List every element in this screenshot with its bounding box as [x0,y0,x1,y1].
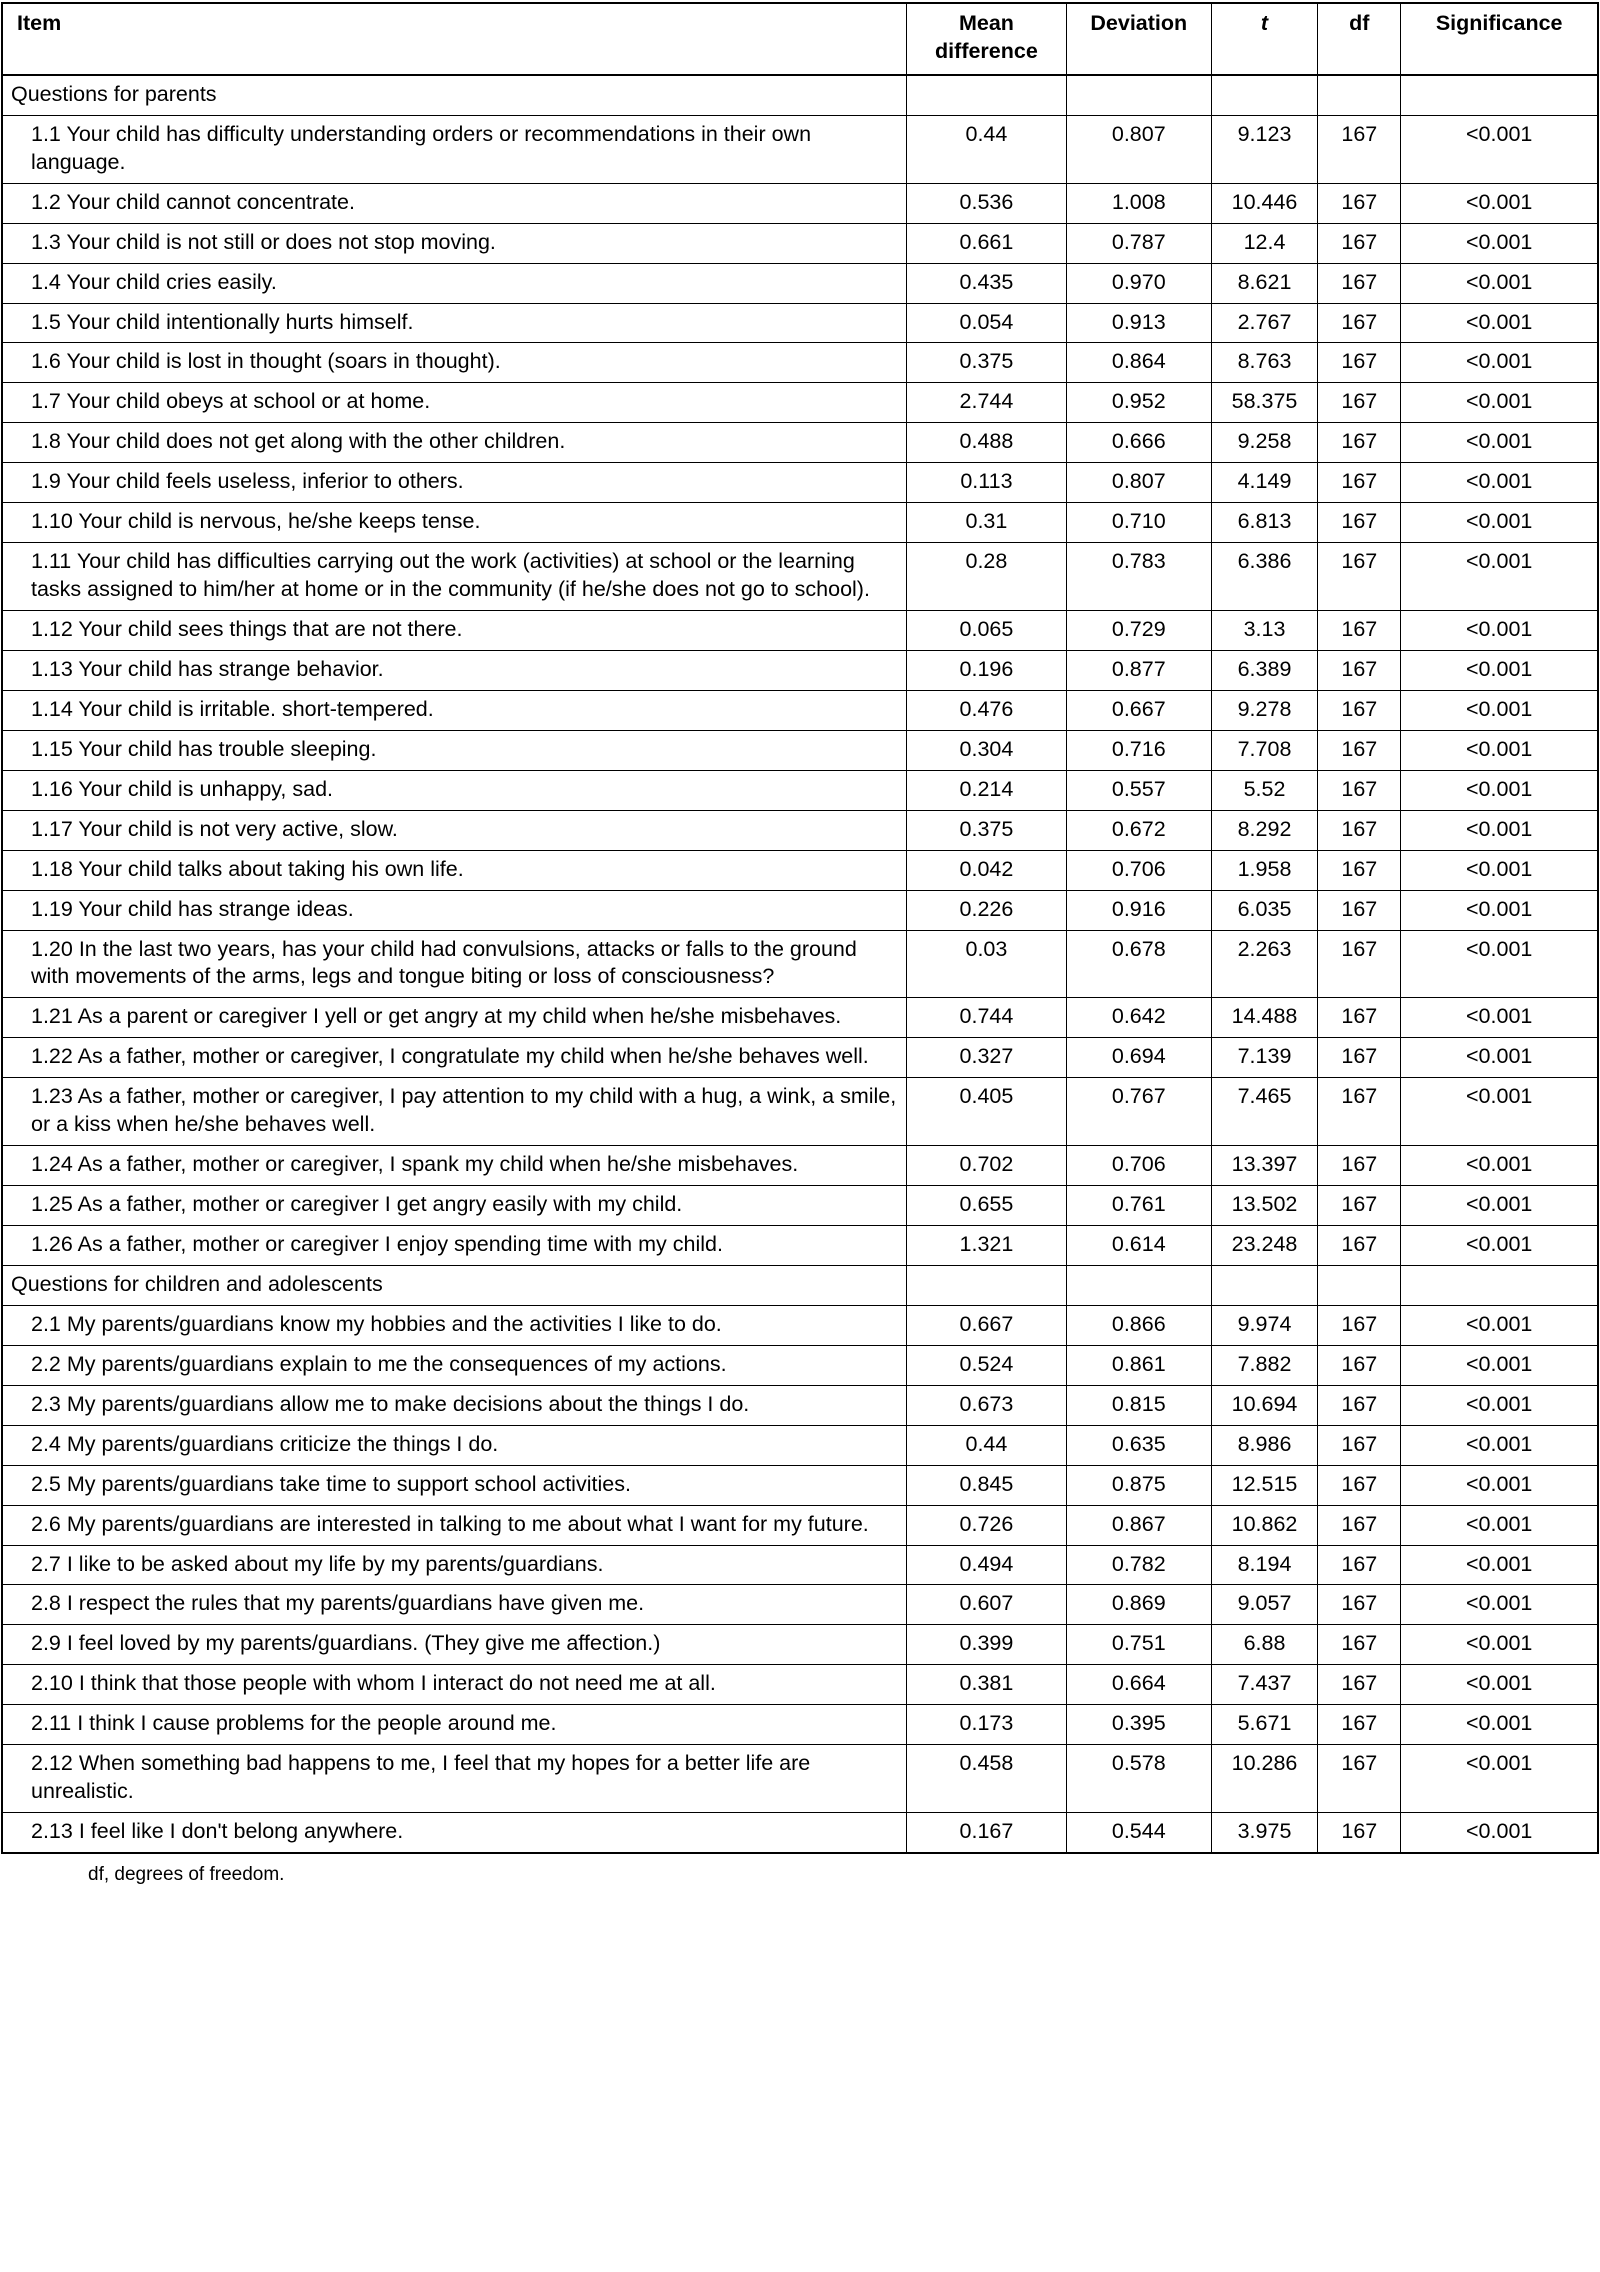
table-row [2,1585,1598,1625]
cell-dev: 0.666 [1066,423,1211,463]
cell-dev: 0.807 [1066,463,1211,503]
table-row [2,263,1598,303]
cell-mean: 0.03 [907,930,1067,998]
item-label: 1.16 Your child is unhappy, sad. [2,770,907,810]
cell-sig: <0.001 [1401,730,1598,770]
item-label: 1.6 Your child is lost in thought (soars in thought). [2,343,907,383]
item-label: 1.5 Your child intentionally hurts himself. [2,303,907,343]
cell-t [1211,1265,1318,1305]
cell-df: 167 [1318,1585,1401,1625]
item-label: 1.12 Your child sees things that are not there. [2,611,907,651]
cell-sig: <0.001 [1401,1425,1598,1465]
cell-dev: 0.706 [1066,1146,1211,1186]
cell-t: 9.123 [1211,115,1318,183]
cell-sig: <0.001 [1401,1665,1598,1705]
cell-mean: 0.655 [907,1186,1067,1226]
cell-t: 23.248 [1211,1226,1318,1266]
cell-df [1318,1265,1401,1305]
statistics-table [1,2,1599,1854]
table-row [2,1345,1598,1385]
cell-mean: 0.167 [907,1813,1067,1853]
cell-sig: <0.001 [1401,770,1598,810]
cell-mean: 2.744 [907,383,1067,423]
table-row [2,1813,1598,1853]
cell-df: 167 [1318,463,1401,503]
table-footnote: df, degrees of freedom. [88,1864,285,1885]
cell-df: 167 [1318,263,1401,303]
cell-t: 7.882 [1211,1345,1318,1385]
table-row [2,343,1598,383]
cell-df: 167 [1318,1545,1401,1585]
cell-dev: 0.767 [1066,1078,1211,1146]
cell-t: 6.386 [1211,543,1318,611]
item-label: 1.17 Your child is not very active, slow. [2,810,907,850]
cell-t: 10.286 [1211,1745,1318,1813]
item-label: 2.11 I think I cause problems for the people around me. [2,1705,907,1745]
cell-dev: 0.667 [1066,690,1211,730]
table-row [2,1625,1598,1665]
cell-mean: 0.28 [907,543,1067,611]
cell-dev: 0.544 [1066,1813,1211,1853]
cell-mean: 0.702 [907,1146,1067,1186]
cell-sig: <0.001 [1401,1146,1598,1186]
cell-t: 6.389 [1211,650,1318,690]
item-label: 2.6 My parents/guardians are interested in talking to me about what I want for my future. [2,1505,907,1545]
cell-mean: 0.042 [907,850,1067,890]
item-label: 1.13 Your child has strange behavior. [2,650,907,690]
column-header-mean-difference: Mean difference [907,3,1067,75]
table-page [0,2,1600,1887]
cell-mean: 0.381 [907,1665,1067,1705]
cell-df: 167 [1318,890,1401,930]
cell-t: 2.263 [1211,930,1318,998]
cell-sig: <0.001 [1401,1745,1598,1813]
table-row [2,543,1598,611]
cell-dev: 0.664 [1066,1665,1211,1705]
cell-df: 167 [1318,850,1401,890]
item-label: 1.23 As a father, mother or caregiver, I pay attention to my child with a hug, a wink, a smile, or a kiss when he/she behaves well. [2,1078,907,1146]
table-row [2,690,1598,730]
cell-t: 1.958 [1211,850,1318,890]
item-label: 1.20 In the last two years, has your child had convulsions, attacks or falls to the ground with movements of the arms, legs and tongue biting or loss of consciousness? [2,930,907,998]
table-section-row [2,1265,1598,1305]
cell-mean [907,75,1067,115]
cell-sig: <0.001 [1401,930,1598,998]
cell-sig: <0.001 [1401,423,1598,463]
cell-df: 167 [1318,770,1401,810]
cell-dev: 0.861 [1066,1345,1211,1385]
cell-sig: <0.001 [1401,690,1598,730]
cell-sig: <0.001 [1401,1813,1598,1853]
cell-t: 5.671 [1211,1705,1318,1745]
cell-mean: 0.327 [907,1038,1067,1078]
cell-sig: <0.001 [1401,1038,1598,1078]
section-label: Questions for children and adolescents [2,1265,907,1305]
item-label: 1.10 Your child is nervous, he/she keeps tense. [2,503,907,543]
cell-df: 167 [1318,303,1401,343]
cell-sig: <0.001 [1401,1345,1598,1385]
cell-df: 167 [1318,611,1401,651]
cell-sig: <0.001 [1401,1385,1598,1425]
cell-dev: 0.807 [1066,115,1211,183]
item-label: 1.11 Your child has difficulties carrying out the work (activities) at school or the learning tasks assigned to him/her at home or in the community (if he/she does not go to school). [2,543,907,611]
item-label: 1.26 As a father, mother or caregiver I enjoy spending time with my child. [2,1226,907,1266]
item-label: 2.12 When something bad happens to me, I feel that my hopes for a better life are unrealistic. [2,1745,907,1813]
cell-df: 167 [1318,503,1401,543]
cell-mean: 0.405 [907,1078,1067,1146]
item-label: 1.21 As a parent or caregiver I yell or get angry at my child when he/she misbehaves. [2,998,907,1038]
cell-t: 5.52 [1211,770,1318,810]
cell-dev: 0.875 [1066,1465,1211,1505]
cell-mean: 0.113 [907,463,1067,503]
cell-t: 13.397 [1211,1146,1318,1186]
item-label: 2.7 I like to be asked about my life by my parents/guardians. [2,1545,907,1585]
cell-dev: 0.866 [1066,1305,1211,1345]
table-row [2,463,1598,503]
cell-sig: <0.001 [1401,1078,1598,1146]
cell-mean: 0.173 [907,1705,1067,1745]
cell-sig: <0.001 [1401,115,1598,183]
item-label: 2.2 My parents/guardians explain to me the consequences of my actions. [2,1345,907,1385]
cell-df [1318,75,1401,115]
cell-df: 167 [1318,223,1401,263]
cell-mean: 0.304 [907,730,1067,770]
item-label: 1.9 Your child feels useless, inferior to others. [2,463,907,503]
cell-t: 8.763 [1211,343,1318,383]
table-row [2,303,1598,343]
cell-df: 167 [1318,650,1401,690]
cell-t: 8.292 [1211,810,1318,850]
table-row [2,810,1598,850]
cell-sig: <0.001 [1401,303,1598,343]
cell-t: 4.149 [1211,463,1318,503]
cell-dev: 0.970 [1066,263,1211,303]
table-row [2,1146,1598,1186]
cell-df: 167 [1318,1078,1401,1146]
item-label: 2.8 I respect the rules that my parents/guardians have given me. [2,1585,907,1625]
cell-sig: <0.001 [1401,1625,1598,1665]
cell-sig: <0.001 [1401,611,1598,651]
cell-dev: 0.782 [1066,1545,1211,1585]
cell-sig: <0.001 [1401,890,1598,930]
cell-mean: 0.494 [907,1545,1067,1585]
cell-df: 167 [1318,183,1401,223]
cell-sig [1401,75,1598,115]
cell-mean: 0.673 [907,1385,1067,1425]
cell-df: 167 [1318,1625,1401,1665]
section-label: Questions for parents [2,75,907,115]
cell-dev: 0.913 [1066,303,1211,343]
cell-t: 2.767 [1211,303,1318,343]
item-label: 1.24 As a father, mother or caregiver, I spank my child when he/she misbehaves. [2,1146,907,1186]
cell-dev: 0.761 [1066,1186,1211,1226]
cell-dev: 0.869 [1066,1585,1211,1625]
table-header [2,3,1598,75]
table-row [2,1545,1598,1585]
cell-dev: 0.678 [1066,930,1211,998]
cell-t [1211,75,1318,115]
cell-t: 10.446 [1211,183,1318,223]
cell-df: 167 [1318,1813,1401,1853]
item-label: 1.3 Your child is not still or does not stop moving. [2,223,907,263]
cell-t: 8.986 [1211,1425,1318,1465]
cell-mean [907,1265,1067,1305]
cell-dev: 0.557 [1066,770,1211,810]
cell-t: 6.88 [1211,1625,1318,1665]
table-row [2,1745,1598,1813]
table-row [2,1425,1598,1465]
cell-mean: 0.435 [907,263,1067,303]
cell-t: 7.465 [1211,1078,1318,1146]
cell-dev: 0.867 [1066,1505,1211,1545]
item-label: 1.7 Your child obeys at school or at home. [2,383,907,423]
table-row [2,423,1598,463]
item-label: 1.25 As a father, mother or caregiver I get angry easily with my child. [2,1186,907,1226]
cell-dev: 0.751 [1066,1625,1211,1665]
cell-t: 6.035 [1211,890,1318,930]
cell-mean: 0.054 [907,303,1067,343]
cell-t: 12.515 [1211,1465,1318,1505]
cell-df: 167 [1318,690,1401,730]
cell-t: 9.258 [1211,423,1318,463]
cell-df: 167 [1318,998,1401,1038]
cell-sig: <0.001 [1401,1305,1598,1345]
cell-df: 167 [1318,543,1401,611]
cell-mean: 0.458 [907,1745,1067,1813]
cell-t: 6.813 [1211,503,1318,543]
item-label: 1.4 Your child cries easily. [2,263,907,303]
table-row [2,1705,1598,1745]
cell-t: 8.194 [1211,1545,1318,1585]
item-label: 1.19 Your child has strange ideas. [2,890,907,930]
table-row [2,998,1598,1038]
table-row [2,1665,1598,1705]
table-row [2,770,1598,810]
cell-sig: <0.001 [1401,183,1598,223]
table-row [2,850,1598,890]
cell-df: 167 [1318,1425,1401,1465]
cell-mean: 0.524 [907,1345,1067,1385]
cell-dev: 1.008 [1066,183,1211,223]
cell-sig: <0.001 [1401,850,1598,890]
item-label: 2.4 My parents/guardians criticize the things I do. [2,1425,907,1465]
cell-mean: 0.214 [907,770,1067,810]
cell-df: 167 [1318,930,1401,998]
cell-t: 10.862 [1211,1505,1318,1545]
cell-dev [1066,1265,1211,1305]
item-label: 1.14 Your child is irritable. short-tempered. [2,690,907,730]
cell-df: 167 [1318,810,1401,850]
cell-df: 167 [1318,1305,1401,1345]
cell-sig: <0.001 [1401,223,1598,263]
cell-df: 167 [1318,423,1401,463]
cell-sig: <0.001 [1401,1585,1598,1625]
cell-sig: <0.001 [1401,263,1598,303]
cell-mean: 0.726 [907,1505,1067,1545]
item-label: 1.22 As a father, mother or caregiver, I congratulate my child when he/she behaves well. [2,1038,907,1078]
cell-mean: 0.196 [907,650,1067,690]
cell-df: 167 [1318,383,1401,423]
cell-df: 167 [1318,1705,1401,1745]
cell-dev: 0.578 [1066,1745,1211,1813]
item-label: 1.8 Your child does not get along with the other children. [2,423,907,463]
cell-sig: <0.001 [1401,343,1598,383]
cell-dev: 0.710 [1066,503,1211,543]
table-row [2,383,1598,423]
cell-sig: <0.001 [1401,810,1598,850]
cell-dev: 0.672 [1066,810,1211,850]
cell-df: 167 [1318,115,1401,183]
cell-dev: 0.916 [1066,890,1211,930]
cell-mean: 0.744 [907,998,1067,1038]
table-row [2,115,1598,183]
cell-df: 167 [1318,1505,1401,1545]
item-label: 1.1 Your child has difficulty understanding orders or recommendations in their own language. [2,115,907,183]
cell-dev: 0.864 [1066,343,1211,383]
item-label: 1.18 Your child talks about taking his own life. [2,850,907,890]
cell-mean: 0.845 [907,1465,1067,1505]
table-body [2,75,1598,1853]
item-label: 2.3 My parents/guardians allow me to make decisions about the things I do. [2,1385,907,1425]
item-label: 2.1 My parents/guardians know my hobbies and the activities I like to do. [2,1305,907,1345]
cell-t: 3.975 [1211,1813,1318,1853]
column-header-significance: Significance [1401,3,1598,75]
cell-dev: 0.729 [1066,611,1211,651]
table-row [2,930,1598,998]
cell-t: 9.974 [1211,1305,1318,1345]
table-row [2,650,1598,690]
cell-mean: 0.607 [907,1585,1067,1625]
cell-sig: <0.001 [1401,1226,1598,1266]
cell-mean: 0.536 [907,183,1067,223]
cell-dev: 0.635 [1066,1425,1211,1465]
cell-dev: 0.614 [1066,1226,1211,1266]
table-row [2,1038,1598,1078]
table-row [2,183,1598,223]
cell-sig: <0.001 [1401,1505,1598,1545]
table-row [2,1186,1598,1226]
header-row [2,3,1598,75]
cell-df: 167 [1318,1665,1401,1705]
cell-dev: 0.787 [1066,223,1211,263]
table-row [2,1465,1598,1505]
cell-dev [1066,75,1211,115]
cell-dev: 0.706 [1066,850,1211,890]
cell-dev: 0.952 [1066,383,1211,423]
cell-dev: 0.395 [1066,1705,1211,1745]
item-label: 2.9 I feel loved by my parents/guardians. (They give me affection.) [2,1625,907,1665]
table-row [2,1385,1598,1425]
table-row [2,611,1598,651]
cell-t: 8.621 [1211,263,1318,303]
cell-df: 167 [1318,1146,1401,1186]
column-header-item: Item [2,3,907,75]
item-label: 1.15 Your child has trouble sleeping. [2,730,907,770]
table-row [2,890,1598,930]
cell-t: 14.488 [1211,998,1318,1038]
table-row [2,503,1598,543]
cell-sig: <0.001 [1401,503,1598,543]
cell-sig: <0.001 [1401,543,1598,611]
item-label: 2.5 My parents/guardians take time to support school activities. [2,1465,907,1505]
cell-sig [1401,1265,1598,1305]
cell-mean: 0.488 [907,423,1067,463]
cell-mean: 0.661 [907,223,1067,263]
cell-mean: 0.375 [907,810,1067,850]
table-row [2,730,1598,770]
cell-t: 12.4 [1211,223,1318,263]
cell-dev: 0.716 [1066,730,1211,770]
table-section-row [2,75,1598,115]
cell-sig: <0.001 [1401,1705,1598,1745]
cell-sig: <0.001 [1401,383,1598,423]
cell-t: 7.708 [1211,730,1318,770]
cell-mean: 0.065 [907,611,1067,651]
cell-df: 167 [1318,1226,1401,1266]
cell-dev: 0.877 [1066,650,1211,690]
table-row [2,223,1598,263]
cell-dev: 0.815 [1066,1385,1211,1425]
cell-df: 167 [1318,1186,1401,1226]
table-row [2,1226,1598,1266]
cell-t: 3.13 [1211,611,1318,651]
cell-mean: 0.399 [907,1625,1067,1665]
cell-mean: 0.226 [907,890,1067,930]
cell-sig: <0.001 [1401,1465,1598,1505]
cell-mean: 0.31 [907,503,1067,543]
cell-dev: 0.642 [1066,998,1211,1038]
cell-mean: 1.321 [907,1226,1067,1266]
item-label: 2.10 I think that those people with whom I interact do not need me at all. [2,1665,907,1705]
cell-sig: <0.001 [1401,1545,1598,1585]
cell-t: 13.502 [1211,1186,1318,1226]
cell-mean: 0.44 [907,115,1067,183]
cell-df: 167 [1318,1465,1401,1505]
table-row [2,1305,1598,1345]
table-row [2,1505,1598,1545]
cell-sig: <0.001 [1401,650,1598,690]
cell-df: 167 [1318,1385,1401,1425]
cell-t: 10.694 [1211,1385,1318,1425]
cell-t: 58.375 [1211,383,1318,423]
item-label: 1.2 Your child cannot concentrate. [2,183,907,223]
cell-df: 167 [1318,730,1401,770]
cell-dev: 0.783 [1066,543,1211,611]
cell-t: 9.278 [1211,690,1318,730]
column-header-deviation: Deviation [1066,3,1211,75]
cell-mean: 0.667 [907,1305,1067,1345]
cell-sig: <0.001 [1401,1186,1598,1226]
cell-sig: <0.001 [1401,998,1598,1038]
column-header-df: df [1318,3,1401,75]
cell-t: 7.437 [1211,1665,1318,1705]
cell-df: 167 [1318,343,1401,383]
cell-mean: 0.375 [907,343,1067,383]
table-row [2,1078,1598,1146]
item-label: 2.13 I feel like I don't belong anywhere. [2,1813,907,1853]
cell-mean: 0.44 [907,1425,1067,1465]
cell-dev: 0.694 [1066,1038,1211,1078]
column-header-t: t [1211,3,1318,75]
cell-df: 167 [1318,1038,1401,1078]
cell-df: 167 [1318,1745,1401,1813]
cell-t: 9.057 [1211,1585,1318,1625]
cell-df: 167 [1318,1345,1401,1385]
cell-t: 7.139 [1211,1038,1318,1078]
cell-mean: 0.476 [907,690,1067,730]
cell-sig: <0.001 [1401,463,1598,503]
